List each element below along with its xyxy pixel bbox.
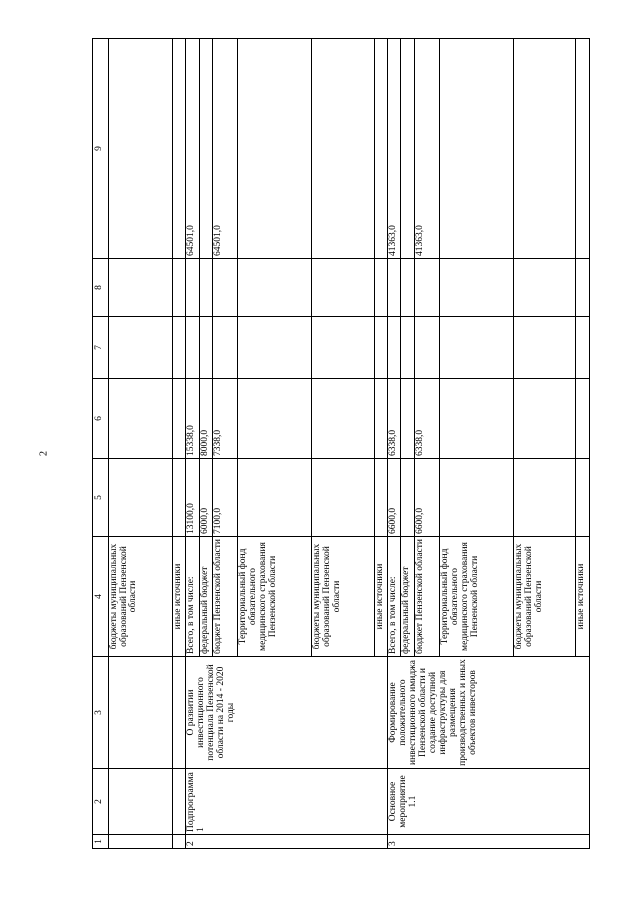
header-cell: 1: [93, 835, 109, 849]
source-label: федеральный бюджет: [199, 537, 212, 657]
value-cell: 15338,0: [186, 379, 199, 459]
value-cell: 6600,0: [414, 459, 439, 537]
source-label: иные источники: [374, 537, 387, 657]
header-cell: 7: [93, 317, 109, 379]
activity-title: Формирование положительного инвестиционного имиджа Пензенской области и создание доступной инфраструктуры для размещения производственных и иных объектов инвесторов: [388, 657, 590, 769]
value-cell: 6600,0: [388, 459, 401, 537]
header-cell: 5: [93, 459, 109, 537]
source-label: бюджет Пензенской области: [213, 537, 238, 657]
activity-name: Основное мероприятие 1.1: [388, 769, 590, 835]
header-cell: 9: [93, 39, 109, 259]
source-label: бюджеты муниципальных образований Пензенской области: [312, 537, 374, 657]
value-cell: 41363,0: [388, 39, 401, 259]
table-row: [108, 39, 172, 849]
header-row: [93, 39, 109, 849]
header-cell: 2: [93, 769, 109, 835]
row-number: 2: [186, 835, 388, 849]
source-label: Всего, в том числе:: [388, 537, 401, 657]
value-cell: 64501,0: [213, 39, 238, 259]
source-label: бюджеты муниципальных образований Пензенской области: [108, 537, 172, 657]
row-number: 3: [388, 835, 590, 849]
page-number: 2: [38, 451, 50, 456]
value-cell: 6000,0: [199, 459, 212, 537]
table-row: [388, 39, 401, 849]
value-cell: 6338,0: [388, 379, 401, 459]
table-row: [186, 39, 199, 849]
program-title: О развитии инвестиционного потенциала Пензенской области на 2014 - 2020 годы: [186, 657, 388, 769]
value-cell: 64501,0: [186, 39, 199, 259]
source-label: бюджеты муниципальных образований Пензенской области: [514, 537, 576, 657]
value-cell: 41363,0: [414, 39, 439, 259]
header-cell: 6: [93, 379, 109, 459]
value-cell: 8000,0: [199, 379, 212, 459]
budget-table-rotated: [92, 39, 590, 849]
source-label: федеральный бюджет: [401, 537, 414, 657]
program-name: Подпрограмма 1: [186, 769, 388, 835]
source-label: иные источники: [576, 537, 590, 657]
header-cell: 8: [93, 259, 109, 317]
value-cell: 7100,0: [213, 459, 238, 537]
source-label: Территориальный фонд обязательного медицинского страхования Пензенской области: [439, 537, 514, 657]
source-label: Территориальный фонд обязательного медицинского страхования Пензенской области: [237, 537, 312, 657]
value-cell: 7338,0: [213, 379, 238, 459]
value-cell: 6338,0: [414, 379, 439, 459]
source-label: иные источники: [172, 537, 185, 657]
header-cell: 3: [93, 657, 109, 769]
table-row: [172, 39, 185, 849]
source-label: бюджет Пензенской области: [414, 537, 439, 657]
value-cell: 13100,0: [186, 459, 199, 537]
budget-table: [92, 38, 590, 849]
source-label: Всего, в том числе:: [186, 537, 199, 657]
header-cell: 4: [93, 537, 109, 657]
